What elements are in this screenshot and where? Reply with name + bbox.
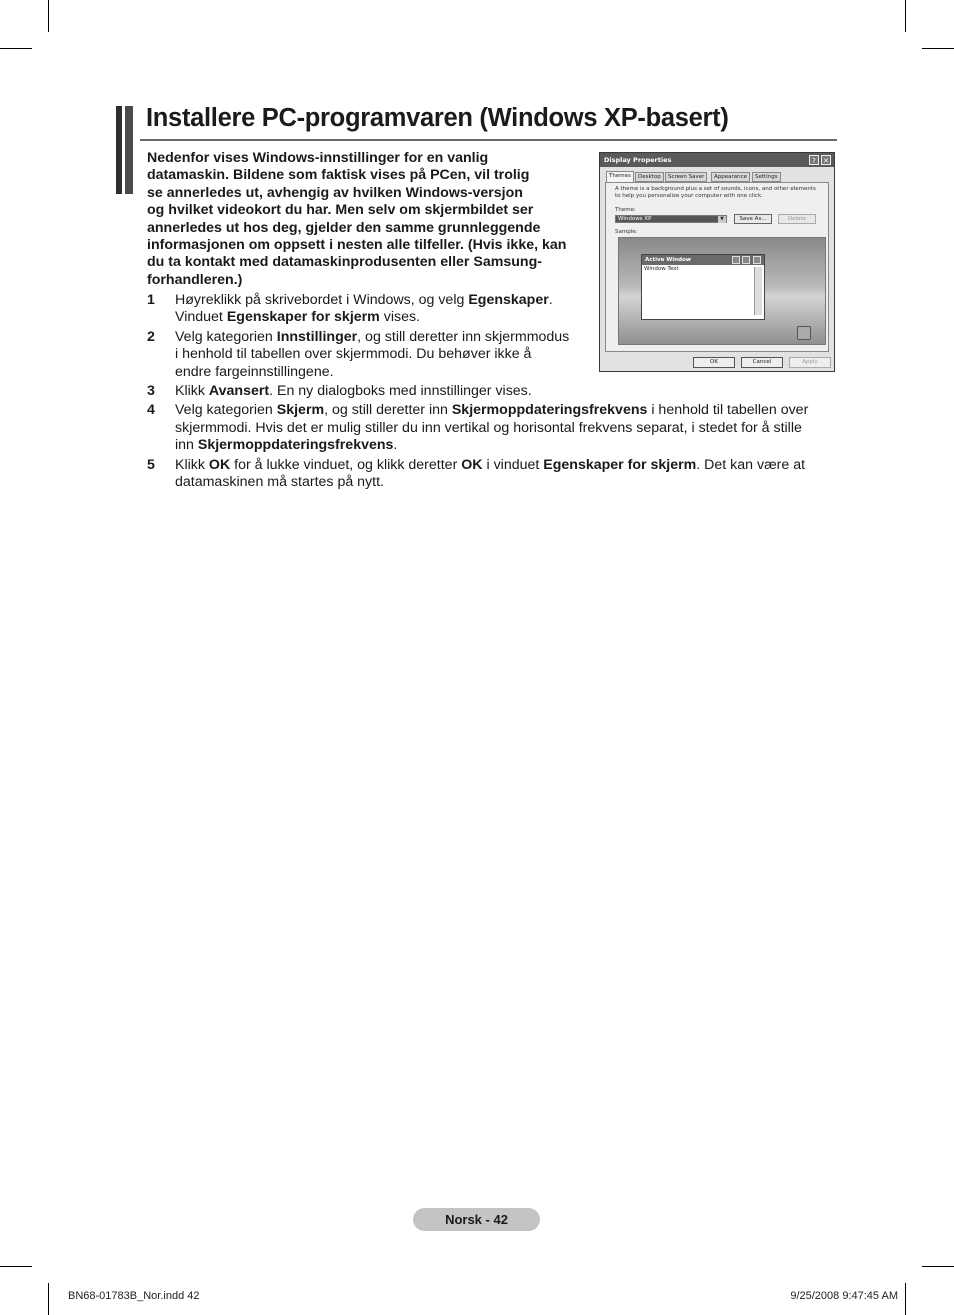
intro-line: og hvilket videokort du har. Men selv om skjermbildet ser — [147, 202, 534, 219]
step-line: Klikk OK for å lukke vinduet, og klikk deretter OK i vinduet Egenskaper for skjerm. Det kan være at — [175, 456, 806, 473]
theme-label: Theme: — [615, 207, 636, 213]
theme-dropdown: Windows XP ▼ — [615, 215, 727, 223]
file-slug: BN68-01783B_Nor.indd 42 — [68, 1290, 200, 1302]
tab-settings: Settings — [752, 172, 781, 182]
crop-mark — [48, 1283, 49, 1315]
tab-screen-saver: Screen Saver — [665, 172, 707, 182]
intro-line: annerledes ut hos deg, gjelder den samme grunnleggende — [147, 219, 541, 236]
help-icon: ? — [809, 155, 819, 165]
intro-line: datamaskin. Bildene som faktisk vises på PCen, vil trolig — [147, 167, 530, 184]
intro-paragraph — [147, 150, 587, 289]
step-line: Vinduet Egenskaper for skjerm vises. — [175, 309, 421, 326]
step-item — [147, 457, 839, 492]
dialog-title: Display Properties — [604, 156, 672, 164]
intro-line: du ta kontakt med datamaskinprodusenten eller Samsung- — [147, 254, 542, 271]
cancel-button: Cancel — [741, 357, 783, 368]
display-properties-screenshot — [599, 152, 835, 372]
intro-line: Nedenfor vises Windows-innstillinger for en vanlig — [147, 150, 489, 166]
active-window-title: Active Window — [642, 255, 764, 265]
save-as-button: Save As... — [734, 214, 772, 224]
tab-themes: Themes — [606, 171, 634, 183]
step-line: i henhold til tabellen over skjermmodi. Du behøver ikke å — [175, 346, 532, 363]
close-icon — [753, 256, 761, 264]
title-accent-bar — [125, 106, 133, 194]
theme-description: A theme is a background plus a set of sounds, icons, and other elements to help you personalize your computer with one click. — [615, 186, 816, 199]
delete-button: Delete — [778, 214, 816, 224]
crop-mark — [905, 1283, 906, 1315]
apply-button: Apply — [789, 357, 831, 368]
step-item — [147, 383, 839, 400]
crop-mark — [48, 0, 49, 32]
title-accent-bar — [116, 106, 122, 194]
crop-mark — [922, 48, 954, 49]
step-number: 5 — [147, 456, 155, 473]
step-line: Høyreklikk på skrivebordet i Windows, og velg Egenskaper. — [175, 292, 553, 308]
crop-mark — [0, 48, 32, 49]
recycle-bin-icon — [797, 326, 811, 340]
step-item — [147, 402, 839, 454]
maximize-icon — [742, 256, 750, 264]
active-window-preview — [641, 254, 765, 320]
crop-mark — [905, 0, 906, 32]
step-line: datamaskinen må startes på nytt. — [175, 474, 384, 491]
tab-appearance: Appearance — [711, 172, 750, 182]
step-number: 3 — [147, 383, 155, 400]
title-underline — [140, 139, 837, 141]
minimize-icon — [732, 256, 740, 264]
crop-mark — [922, 1266, 954, 1267]
intro-line: se annerledes ut, avhengig av hvilken Windows-versjon — [147, 184, 523, 201]
close-icon: ✕ — [821, 155, 831, 165]
crop-mark — [0, 1266, 32, 1267]
step-number: 4 — [147, 402, 155, 419]
chevron-down-icon: ▼ — [718, 216, 726, 223]
ok-button: OK — [693, 357, 735, 368]
step-line: inn Skjermoppdateringsfrekvens. — [175, 437, 398, 454]
intro-line: forhandleren.) — [147, 271, 243, 288]
themes-panel — [605, 182, 829, 352]
step-number: 1 — [147, 292, 155, 308]
dialog-titlebar — [600, 153, 834, 167]
step-line: skjermmodi. Hvis det er mulig stiller du inn vertikal og horisontal frekvens separat, i stedet for å stille — [175, 419, 802, 436]
step-line: endre fargeinnstillingene. — [175, 363, 334, 380]
step-number: 2 — [147, 328, 155, 345]
scrollbar — [754, 267, 762, 315]
print-timestamp: 9/25/2008 9:47:45 AM — [790, 1290, 898, 1302]
intro-line: informasjonen om oppsett i nesten alle tilfeller. (Hvis ikke, kan — [147, 237, 567, 254]
theme-sample-preview — [618, 237, 826, 345]
tab-desktop: Desktop — [635, 172, 664, 182]
sample-label: Sample: — [615, 229, 638, 235]
page-number-badge: Norsk - 42 — [413, 1208, 540, 1231]
window-text: Window Text — [644, 266, 679, 272]
step-line: Velg kategorien Innstillinger, og still deretter inn skjermmodus — [175, 328, 570, 345]
page-title: Installere PC-programvaren (Windows XP-basert) — [146, 104, 729, 132]
step-line: Velg kategorien Skjerm, og still deretter inn Skjermoppdateringsfrekvens i henhold til tabellen over — [175, 402, 809, 419]
step-line: Klikk Avansert. En ny dialogboks med innstillinger vises. — [175, 383, 532, 400]
